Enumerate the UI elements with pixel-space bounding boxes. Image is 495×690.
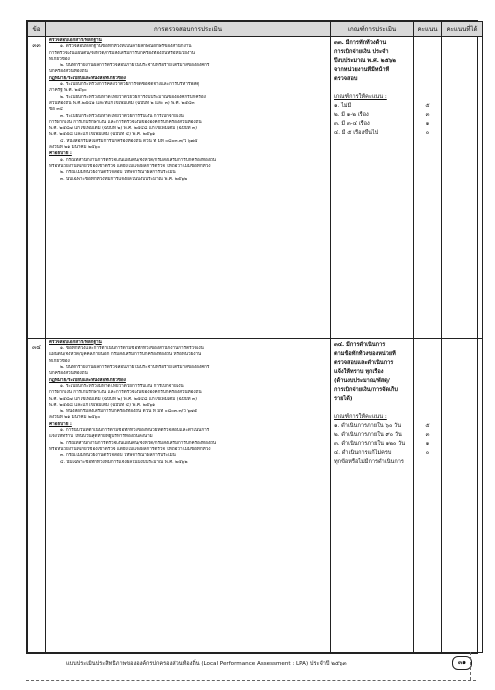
score-spacer: [414, 39, 441, 48]
scoring-heading: เกณฑ์การให้คะแนน :: [334, 94, 387, 100]
section-heading: คำอธิบาย :: [49, 151, 72, 157]
score-spacer: [414, 341, 441, 350]
detail-line: ๑. ตรวจสอบหลักฐานข้อทักท้วงที่เป็นลายลักษณ์อักษรของสำนักงาน: [60, 44, 192, 50]
score-spacer: [414, 377, 441, 386]
item-number: ๓๓: [28, 37, 46, 339]
detail-line: ๓. กรณีไม่มีหน่วยงานตรวจสอบ ให้พิจารณาผลการประเมิน: [60, 453, 176, 459]
header-score-got: คะแนนที่ได้: [442, 22, 483, 37]
header-criteria: เกณฑ์การประเมิน: [331, 22, 414, 37]
detail-line: ๒. ระเบียบกระทรวงมหาดไทยว่าด้วยวิธีการงบประมาณขององค์กรปกครอง: [60, 94, 206, 100]
page-number: ๓๑: [452, 656, 472, 670]
criteria-line: ตรวจสอบและดำเนินการ: [334, 359, 394, 366]
detail-line: พ.ศ. ๒๕๕๘ และแก้ไขเพิ่มเติม (ฉบับที่ ๔) พ.ศ. ๒๕๖๑: [49, 402, 156, 408]
score-spacer: [414, 413, 441, 422]
section-heading: กฎหมาย/ระเบียบและหนังสือที่เกี่ยวข้อง: [49, 377, 126, 383]
score-value: ๕: [425, 422, 430, 429]
detail-line: การฝากเงิน การเก็บรักษาเงิน และการตรวจเงินขององค์กรปกครองส่วนท้องถิ่น: [49, 390, 202, 396]
detail-line: ที่เกี่ยวข้อง: [49, 56, 70, 62]
page-footer: [26, 656, 476, 681]
detail-line: ปกครองส่วนท้องถิ่น: [49, 371, 88, 377]
detail-line: พ.ศ. ๒๕๔๗ แก้ไขเพิ่มเติม (ฉบับที่ ๒) พ.ศ. ๒๕๔๘ แก้ไขเพิ่มเติม (ฉบับที่ ๓): [49, 126, 197, 132]
header-main: การตรวจสอบการประเมิน: [46, 22, 331, 37]
table-body: [28, 37, 483, 653]
score-spacer: [414, 75, 441, 84]
criteria-line: ๓. มี ๓-๔ เรื่อง: [334, 121, 370, 127]
detail-line: การฝากเงิน การเก็บรักษาเงิน และการตรวจเงินขององค์กรปกครองส่วนท้องถิ่น: [49, 119, 202, 125]
section-heading: ตรวจสอบเอกสาร/หลักฐาน: [49, 38, 102, 43]
score-value: ๓: [425, 431, 430, 438]
criteria-line: ๑. ดำเนินการภายใน ๖๐ วัน: [334, 422, 402, 429]
scoring-heading: เกณฑ์การให้คะแนน :: [334, 413, 387, 420]
score-spacer: [414, 395, 441, 404]
detail-line: ๑. ระเบียบกระทรวงการคลังว่าด้วยการจัดซื้อจัดจ้างและการบริหารพัสดุ: [60, 82, 200, 88]
assessment-detail-cell: [46, 338, 331, 652]
criteria-line: การเบิกจ่ายเงิน/การจัดเก็บ: [334, 386, 398, 393]
criteria-line: ๒. ดำเนินการภายใน ๙๐ วัน: [334, 431, 402, 438]
score-cell: [414, 338, 442, 652]
criteria-line: [334, 404, 410, 413]
detail-line: ลงวันที่ ๒๑ มีนาคม ๒๕๖๐: [49, 415, 101, 421]
criteria-line: การเบิกจ่ายเงิน ประจำ: [334, 49, 389, 55]
score-value: ๓: [425, 112, 430, 118]
score-spacer: [414, 66, 441, 75]
criteria-line: แจ้งให้ทราบ ทุกเรื่อง: [334, 368, 384, 375]
section-heading: กฎหมาย/ระเบียบและหนังสือที่เกี่ยวข้อง: [49, 75, 126, 81]
detail-line: ข้อ ๓๔: [49, 107, 63, 113]
detail-line: แผ่นดิน/จังหวัด/บุคคลภายนอก กรมส่งเสริมการปกครองท้องถิ่น หรือหน่วยงาน: [49, 352, 202, 358]
criteria-line: ๑. ไม่มี: [334, 103, 352, 109]
detail-line: การตรวจเงินแผ่นดิน/จังหวัด/กรมส่งเสริมการปกครองท้องถิ่นหรือหน่วยงาน: [49, 50, 195, 56]
criteria-line: ตามข้อทักท้วงของหน่วยที่: [334, 350, 396, 357]
footer-divider: [470, 652, 471, 680]
criteria-cell: [331, 37, 414, 339]
criteria-line: ๔. มี ๕ เรื่องขึ้นไป: [334, 130, 379, 136]
score-got-cell[interactable]: [442, 37, 483, 339]
section-heading: ตรวจสอบเอกสาร/หลักฐาน: [49, 339, 102, 345]
score-spacer: [414, 93, 441, 102]
detail-line: ๒. บันทึกรายงานผลการตรวจสอบภายในประจำปีหรือรายไตรมาสขององค์กร: [60, 365, 210, 371]
detail-line: หรือหน่วยงานที่เกี่ยวข้องเข้าตรวจ แต่ยังไม่แจ้งผลการตรวจ ให้ถือว่าไม่มีข้อทักท้วง: [49, 163, 211, 169]
score-cell: [414, 37, 442, 339]
score-value: ๕: [425, 103, 430, 109]
footer-text: แบบประเมินประสิทธิภาพขององค์กรปกครองส่วนท้องถิ่น (Local Performance Assessment : LPA) ประจำปี ๒๕๖๓: [66, 661, 347, 667]
score-value: ๐: [425, 449, 430, 456]
score-spacer: [414, 386, 441, 395]
detail-line: ๓. ระเบียบกระทรวงมหาดไทยว่าด้วยการรับเงิน การเบิกจ่ายเงิน: [60, 113, 184, 119]
detail-line: ๑. ข้อทักท้วงและการดำเนินการตามข้อทักท้วงของสำนักงานการตรวจเงิน: [60, 346, 204, 352]
detail-line: ๑. กรณีที่สำนักงานการตรวจเงินแผ่นดิน/จังหวัด/กรมส่งเสริมการปกครองท้องถิ่น: [60, 157, 216, 163]
table-row: [28, 338, 483, 652]
score-value: ๐: [425, 130, 430, 136]
score-value: ๑: [425, 440, 430, 447]
header-no: ข้อ: [28, 22, 46, 37]
detail-line: ๒. กรณีที่สำนักงานการตรวจเงินแผ่นดิน/จังหวัด/กรมส่งเสริมการปกครองท้องถิ่น: [60, 440, 217, 446]
item-number: ๓๔: [28, 338, 46, 652]
criteria-line: ๔. ดำเนินการแก้ไม่ครบ: [334, 449, 392, 456]
detail-line: ๔. นับเฉพาะข้อทักท้วงที่มีการแจ้งผลในปีงบประมาณ พ.ศ. ๒๕๖๒: [60, 459, 188, 465]
criteria-line: จากหน่วยงานที่มีหน้าที่: [334, 67, 390, 73]
detail-line: ที่เกี่ยวข้อง: [49, 358, 70, 364]
detail-line: ลงวันที่ ๒๑ มีนาคม ๒๕๖๐: [49, 145, 101, 151]
score-spacer: [414, 368, 441, 377]
criteria-line: (ด้านงบประมาณ/พัสดุ/: [334, 377, 390, 384]
score-spacer: [414, 48, 441, 57]
detail-line: หรือหน่วยงานที่เกี่ยวข้องเข้าตรวจ แต่ยังไม่แจ้งผลการตรวจ ให้ถือว่าไม่มีข้อทักท้วง: [49, 446, 211, 452]
criteria-line: ๓๔. มีการดำเนินการ: [334, 341, 386, 348]
score-spacer: [414, 57, 441, 66]
assessment-table: [27, 21, 483, 653]
criteria-line: [334, 84, 410, 93]
score-got-cell[interactable]: [442, 338, 483, 652]
detail-line: ๒. หนังสือกรมส่งเสริมการปกครองท้องถิ่น ด่วน ที่ มท ๐๘๐๓.๓/ว ๖๗๕: [60, 409, 198, 415]
detail-line: ปกครองส่วนท้องถิ่น: [49, 69, 88, 75]
score-spacer: [414, 84, 441, 93]
criteria-line: ตรวจสอบ: [334, 76, 358, 82]
detail-line: ๔. หนังสือกรมส่งเสริมการปกครองท้องถิ่น ด่วน ที่ มท ๐๘๐๓.๓/ว ๖๗๕: [60, 138, 198, 144]
header-score: คะแนน: [414, 22, 442, 37]
table-header-row: [28, 22, 483, 37]
detail-line: ๒. บันทึกรายงานผลการตรวจสอบภายในประจำปีหรือรายไตรมาสขององค์กร: [60, 63, 210, 69]
detail-line: พ.ศ. ๒๕๕๘ และแก้ไขเพิ่มเติม (ฉบับที่ ๔) พ.ศ. ๒๕๖๑: [49, 132, 156, 138]
assessment-detail-cell: [46, 37, 331, 339]
criteria-line: ๓๓. มีการทักท้วงด้าน: [334, 40, 387, 46]
criteria-line: ๒. มี ๑-๒ เรื่อง: [334, 112, 369, 118]
criteria-cell: [331, 338, 414, 652]
criteria-line: ปีงบประมาณ พ.ศ. ๒๕๖๒: [334, 58, 396, 64]
criteria-line: รายได้): [334, 395, 353, 402]
section-heading: คำอธิบาย :: [49, 421, 72, 427]
detail-line: ๓. นับเฉพาะข้อทักท้วงที่มีการแจ้งผลในปีงบประมาณ พ.ศ. ๒๕๖๒: [60, 176, 188, 182]
detail-line: ๑. การนับวันที่ดำเนินการตามข้อทักท้วงของหน่วยที่ตรวจสอบและดำเนินการ: [60, 428, 210, 434]
criteria-line: ๓. ดำเนินการภายใน ๑๒๐ วัน: [334, 440, 406, 447]
detail-line: ๒. กรณีไม่มีหน่วยงานตรวจสอบ ให้พิจารณาผลการประเมิน: [60, 170, 176, 176]
criteria-line: ทุกข้อหรือไม่มีการดำเนินการ: [334, 458, 404, 465]
detail-line: พ.ศ. ๒๕๔๗ แก้ไขเพิ่มเติม (ฉบับที่ ๒) พ.ศ. ๒๕๔๘ แก้ไขเพิ่มเติม (ฉบับที่ ๓): [49, 396, 197, 402]
table-row: [28, 37, 483, 339]
detail-line: ส่วนท้องถิ่น พ.ศ.๒๕๔๑ และที่แก้ไขเพิ่มเติม (ฉบับที่ ๒ และ ๓) พ.ศ. ๒๕๔๓: [49, 100, 195, 106]
detail-line: ๑. ระเบียบกระทรวงมหาดไทยว่าด้วยการรับเงิน การเบิกจ่ายเงิน: [60, 383, 184, 389]
assessment-table-frame: [26, 20, 478, 654]
detail-line: แจ้งให้ทราบ ให้นับวันสุดท้ายที่ผู้บริหารท้องถิ่นลงนาม: [49, 434, 153, 440]
score-spacer: [414, 359, 441, 368]
score-spacer: [414, 350, 441, 359]
detail-line: ภาครัฐ พ.ศ. ๒๕๖๐: [49, 88, 87, 94]
score-value: ๑: [425, 121, 430, 127]
score-spacer: [414, 404, 441, 413]
